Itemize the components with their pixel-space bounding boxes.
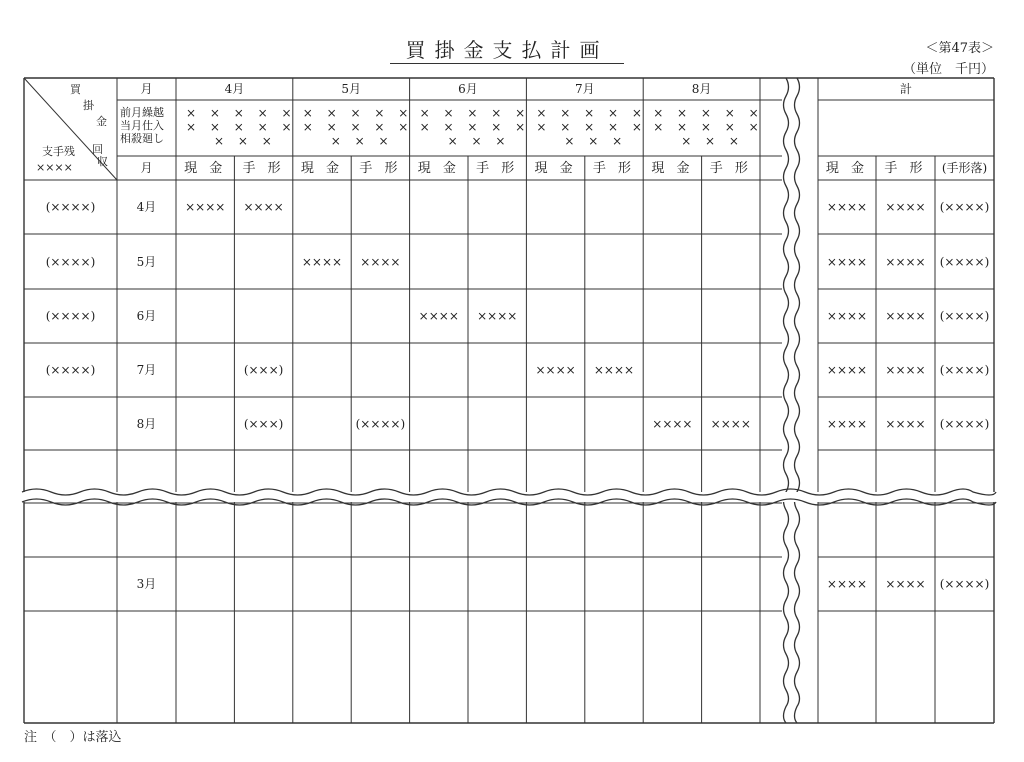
row-month-label: 4月 (136, 200, 157, 214)
total-bill-drop-value: (××××) (939, 577, 990, 591)
schedule-cell-value: ×××× (535, 363, 576, 377)
total-bill-drop-value: (××××) (939, 363, 990, 377)
total-cash-value: ×××× (826, 363, 868, 377)
corner-label-col-b: 収 (97, 155, 108, 168)
total-cash-value: ×××× (826, 254, 868, 269)
page-title: 買掛金支払計画 (390, 34, 624, 64)
footnote: 注 （ ）は落込 (24, 730, 122, 745)
row-month-label: 5月 (136, 254, 157, 269)
month-group-header: 7月 (574, 82, 595, 96)
corner-label-bal: 支手残 (42, 145, 75, 158)
cash-column-header: 現 金 (651, 160, 694, 176)
schedule-cell-value: ×××× (652, 416, 693, 431)
month-group-header: 6月 (458, 82, 478, 96)
corner-label-item-b: 掛 (83, 99, 94, 112)
total-bill-drop-value: (××××) (939, 200, 990, 214)
row-month-label: 3月 (136, 577, 157, 591)
month-group-header: 8月 (691, 82, 712, 96)
schedule-cell-value: (××××) (355, 416, 406, 431)
bill-column-header: 手 形 (242, 160, 285, 176)
schedule-cell-value: ×××× (243, 200, 284, 214)
bill-column-header: 手 形 (592, 160, 636, 176)
cash-column-header: 現 金 (300, 160, 344, 176)
schedule-cell-value: ×××× (418, 309, 459, 323)
total-bill-value: ×××× (885, 416, 926, 431)
cash-column-header: 現 金 (417, 160, 460, 176)
month-carryover-marks: × × × × × × × × × × × × × (186, 106, 297, 148)
total-bill-value: ×××× (885, 309, 926, 323)
total-bill-drop-header: (手形落) (941, 161, 988, 175)
row-month-label: 7月 (136, 363, 157, 377)
total-bill-header: 手 形 (884, 160, 927, 176)
total-bill-value: ×××× (885, 200, 926, 214)
row-left-value: (××××) (45, 200, 96, 214)
schedule-cell-value: ×××× (710, 416, 751, 431)
total-bill-drop-value: (××××) (939, 254, 990, 269)
corner-label-item-c: 金 (96, 115, 107, 128)
cash-column-header: 現 金 (184, 160, 227, 176)
total-cash-header: 現 金 (825, 160, 869, 176)
total-header: 計 (899, 82, 912, 96)
cash-column-header: 現 金 (534, 160, 577, 176)
corner-label-item-a: 買 (70, 83, 81, 96)
schedule-cell-value: ×××× (593, 363, 635, 377)
month-header-label: 月 (140, 82, 153, 96)
month-group-header: 5月 (341, 82, 362, 96)
corner-label-col-a: 回 (92, 143, 103, 156)
month-carryover-marks: × × × × × × × × × × × × × (653, 106, 764, 148)
schedule-cell-value: ×××× (301, 254, 343, 269)
row-left-value: (××××) (45, 363, 96, 377)
schedule-cell-value: ×××× (185, 200, 226, 214)
schedule-cell-value: ×××× (360, 254, 401, 269)
schedule-cell-value: ×××× (477, 309, 518, 323)
total-bill-value: ×××× (885, 577, 926, 591)
schedule-cell-value: (×××) (243, 363, 284, 377)
total-bill-drop-value: (××××) (939, 416, 990, 431)
total-cash-value: ×××× (826, 577, 868, 591)
vertical-break-line (795, 78, 800, 723)
unit-note: （単位 千円） (902, 62, 994, 77)
table-number: ＜第47表＞ (925, 41, 994, 56)
total-bill-drop-value: (××××) (939, 309, 990, 323)
bill-column-header: 手 形 (476, 160, 519, 176)
row-month-label: 8月 (136, 416, 157, 431)
month-carryover-marks: × × × × × × × × × × × × × (419, 106, 531, 148)
month-group-header: 4月 (224, 82, 245, 96)
total-bill-value: ×××× (885, 363, 926, 377)
bill-column-header: 手 形 (359, 160, 402, 176)
row-month-label: 6月 (136, 309, 157, 323)
total-cash-value: ×××× (826, 416, 868, 431)
total-cash-value: ×××× (826, 309, 868, 323)
total-cash-value: ×××× (826, 200, 868, 214)
month-subheader-label: 月 (140, 161, 153, 175)
corner-label-bal-val: ×××× (36, 161, 73, 174)
month-carryover-marks: × × × × × × × × × × × × × (302, 106, 414, 148)
month-carryover-marks: × × × × × × × × × × × × × (536, 106, 647, 148)
total-bill-value: ×××× (885, 254, 926, 269)
schedule-cell-value: (×××) (243, 416, 284, 431)
carryover-row-labels: 前月繰越 当月仕入 相殺廻し (120, 106, 164, 145)
vertical-break-line (784, 78, 789, 723)
row-left-value: (××××) (45, 254, 96, 269)
row-left-value: (××××) (45, 309, 96, 323)
bill-column-header: 手 形 (709, 160, 752, 176)
